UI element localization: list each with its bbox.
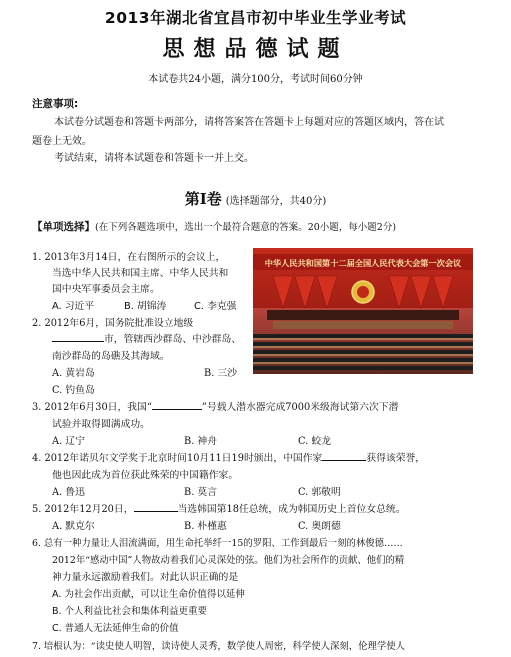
notice-paragraph-1: [32, 114, 480, 131]
q4-line1: [32, 450, 425, 464]
q1-line2: 当选中华人民共和国主席、中华人民共和: [52, 268, 229, 279]
answer-blank: [134, 501, 178, 512]
notice-paragraph-2: 考试结束，请将本试题卷和答题卡一并上交。: [54, 153, 254, 164]
q4-option-a: A. 鲁迅: [52, 487, 85, 498]
q1-option-c: C. 李克强: [194, 301, 237, 312]
q3-option-a: A. 辽宁: [52, 436, 85, 447]
answer-blank: [52, 331, 104, 342]
photo-caption: 中华人民共和国第十二届全国人民代表大会第一次会议: [264, 258, 462, 268]
q6-option-a: A. 为社会作出贡献，可以让生命价值得以延伸: [52, 589, 245, 600]
q3-line1-end: ”号载人潜水器完成7000米级海试第六次下潜: [201, 402, 399, 413]
q4-option-c: C. 郭敬明: [298, 487, 341, 498]
subject-title: 思想品德试题: [162, 37, 349, 62]
mcq-instructions: (在下列各题选项中，选出一个最符合题意的答案。20小题，每小题2分): [95, 222, 397, 233]
q2-line2-wrap: [52, 331, 241, 345]
q5-line1-start: 5. 2012年12月20日，: [32, 504, 134, 515]
answer-blank: [322, 450, 366, 461]
q3-line2: 试验并取得圆满成功。: [52, 419, 150, 430]
section-name: 第Ⅰ卷: [184, 190, 222, 208]
q2-option-a: A. 黄岩岛: [52, 368, 95, 379]
notice-p1-line2: 题卷上无效。: [32, 136, 92, 147]
q3-option-c: C. 蛟龙: [298, 436, 331, 447]
mcq-tag: 【单项选择】: [32, 221, 95, 233]
notice-heading: 注意事项:: [32, 98, 79, 110]
q1-option-b: B. 胡锦涛: [124, 301, 167, 312]
q4-line1-end: 获得该荣誉，: [366, 453, 426, 464]
congress-photo: [253, 248, 473, 374]
congress-photo-illustration: [253, 248, 473, 374]
q1-line3: 国中央军事委员会主席。: [52, 284, 160, 295]
q5-line1-end: 当选韩国第18任总统，成为韩国历史上首位女总统。: [177, 504, 406, 515]
q5-option-b: B. 朴槿惠: [184, 521, 227, 532]
q5-option-a: A. 默克尔: [52, 521, 95, 532]
q4-line2: 他也因此成为首位获此殊荣的中国籍作家。: [52, 470, 239, 481]
q6-line2: 2012年“感动中国”人物故动着我们心灵深处的弦。他们为社会所作的贡献、他们的精: [52, 555, 405, 566]
exam-subtitle: 本试卷共24小题，满分100分，考试时间60分钟: [148, 74, 363, 85]
q4-line1-start: 4. 2012年诺贝尔文学奖于北京时间10月11日19时颁出，中国作家: [32, 453, 323, 464]
q3-line1: [32, 399, 398, 413]
q6-option-b: B. 个人利益比社会和集体利益更重要: [52, 606, 208, 617]
q5-option-c: C. 奥朗德: [298, 521, 341, 532]
exam-title: 2013年湖北省宜昌市初中毕业生学业考试: [104, 9, 407, 27]
q5-line1: [32, 501, 406, 515]
q3-line1-start: 3. 2012年6月30日，我国“: [32, 402, 152, 413]
notice-p1-line1: 本试卷分试题卷和答题卡两部分，请将答案答在答题卡上每题对应的答题区域内，答在试: [54, 117, 444, 128]
q6-line1: 6. 总有一种力量让人泪流满面，用生命托举纤一15的罗阳、工作到最后一刻的林俊德……: [32, 538, 403, 549]
q2-option-c: C. 钓鱼岛: [52, 385, 95, 396]
q2-line3: 南沙群岛的岛礁及其海域。: [52, 351, 170, 362]
q3-option-b: B. 神舟: [184, 436, 218, 447]
mcq-header: [32, 219, 487, 234]
q2-line1: 2. 2012年6月，国务院批准设立地级: [32, 318, 194, 329]
answer-blank: [152, 399, 202, 410]
q2-line2: 市，管辖西沙群岛、中沙群岛、: [104, 334, 242, 345]
q7-line1: 7. 培根认为：“读史使人明智，读诗使人灵秀，数学使人周密，科学使人深刻，伦理学使人: [32, 641, 405, 652]
q6-option-c: C. 普通人无法延伸生命的价值: [52, 623, 179, 634]
section-note: (选择题部分，共40分): [225, 196, 327, 207]
section-title: [0, 188, 511, 209]
q1-option-a: A. 习近平: [52, 301, 95, 312]
q4-option-b: B. 莫言: [184, 487, 218, 498]
q2-option-b: B. 三沙: [204, 368, 238, 379]
q1-line1: 1. 2013年3月14日，在右图所示的会议上，: [32, 252, 226, 263]
q6-line3: 神力量永远激励着我们。对此认识正确的是: [52, 572, 239, 583]
